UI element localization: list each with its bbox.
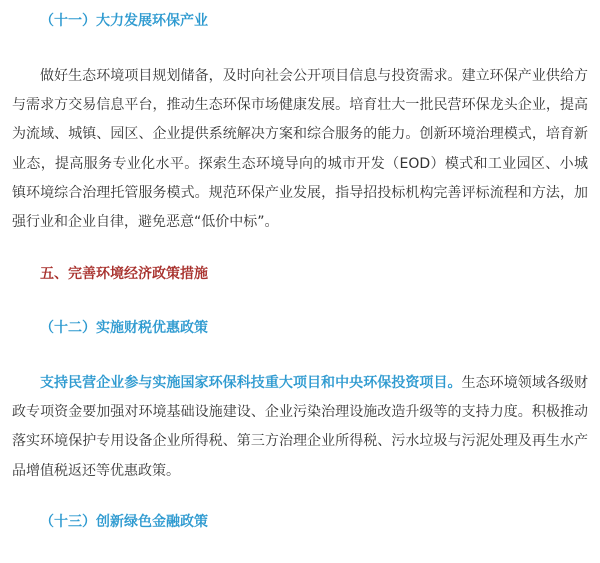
section-12-body-text: 生态环境领域各级财政专项资金要加强对环境基础设施建设、企业污染治理设施改造升级等的支持力度。积极推动落实环境保护专用设备企业所得税、第三方治理企业所得税、污水垃圾与污泥处理及再生水产品增值税返还等优惠政策。 xyxy=(12,375,588,479)
section-11-heading: （十一）大力发展环保产业 xyxy=(40,13,208,29)
part-5-heading: 五、完善环境经济政策措施 xyxy=(40,266,208,282)
section-11-paragraph: 做好生态环境项目规划储备，及时向社会公开项目信息与投资需求。建立环保产业供给方与需求方交易信息平台，推动生态环保市场健康发展。培育壮大一批民营环保龙头企业，提高为流域、城镇、园区、企业提供系统解决方案和综合服务的能力。创新环境治理模式，培育新业态，提高服务专业化水平。探索生态环境导向的城市开发（EOD）模式和工业园区、小城镇环境综合治理托管服务模式。规范环保产业发展，指导招投标机构完善评标流程和方法，加强行业和企业自律，避免恶意“低价中标”。 xyxy=(12,68,588,231)
section-12-heading: （十二）实施财税优惠政策 xyxy=(40,320,208,336)
section-12-paragraph xyxy=(12,369,588,486)
section-12-lead-sentence: 支持民营企业参与实施国家环保科技重大项目和中央环保投资项目。 xyxy=(40,375,462,391)
section-13-heading: （十三）创新绿色金融政策 xyxy=(40,514,208,530)
